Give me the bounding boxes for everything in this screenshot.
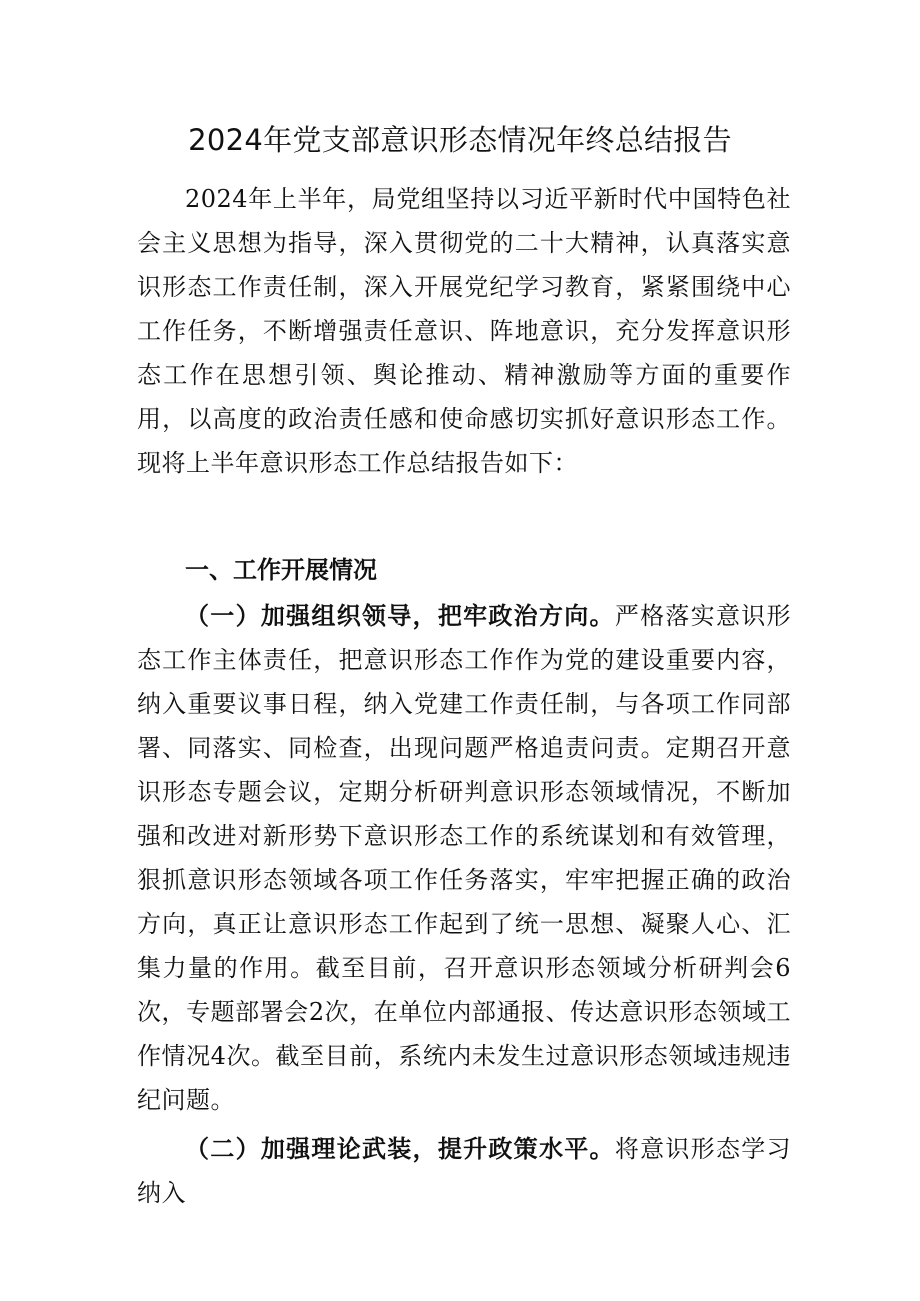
intro-paragraph: 2024年上半年，局党组坚持以习近平新时代中国特色社会主义思想为指导，深入贯彻党的二十大精神，认真落实意识形态工作责任制，深入开展党纪学习教育，紧紧围绕中心工作任务，不断增强责任意识、阵地意识，充分发挥意识形态工作在思想引领、舆论推动、精神激励等方面的重要作用，以高度的政治责任感和使命感切实抓好意识形态工作。现将上半年意识形态工作总结报告如下： (137, 185, 791, 477)
paragraph-theory-armament (137, 1127, 791, 1215)
document-title: 2024年党支部意识形态情况年终总结报告 (188, 123, 732, 157)
item-lead-organization-leadership: （一）加强组织领导，把牢政治方向。 (185, 602, 615, 630)
item-text-organization-leadership: 严格落实意识形态工作主体责任，把意识形态工作作为党的建设重要内容，纳入重要议事日程，纳入党建工作责任制，与各项工作同部署、同落实、同检查，出现问题严格追责问责。定期召开意识形态专题会议，定期分析研判意识形态领域情况，不断加强和改进对新形势下意识形态工作的系统谋划和有效管理，狠抓意识形态领域各项工作任务落实，牢牢把握正确的政治方向，真正让意识形态工作起到了统一思想、凝聚人心、汇集力量的作用。截至目前，召开意识形态领域分析研判会6次，专题部署会2次，在单位内部通报、传达意识形态领域工作情况4次。截至目前，系统内未发生过意识形态领域违规违纪问题。 (137, 602, 792, 1114)
item-text-theory-armament: 将意识形态学习纳入 (137, 1135, 792, 1207)
paragraph-organization-leadership (137, 594, 791, 1122)
item-lead-theory-armament: （二）加强理论武装，提升政策水平。 (185, 1135, 615, 1163)
section-heading-work-progress: 一、工作开展情况 (185, 556, 377, 584)
